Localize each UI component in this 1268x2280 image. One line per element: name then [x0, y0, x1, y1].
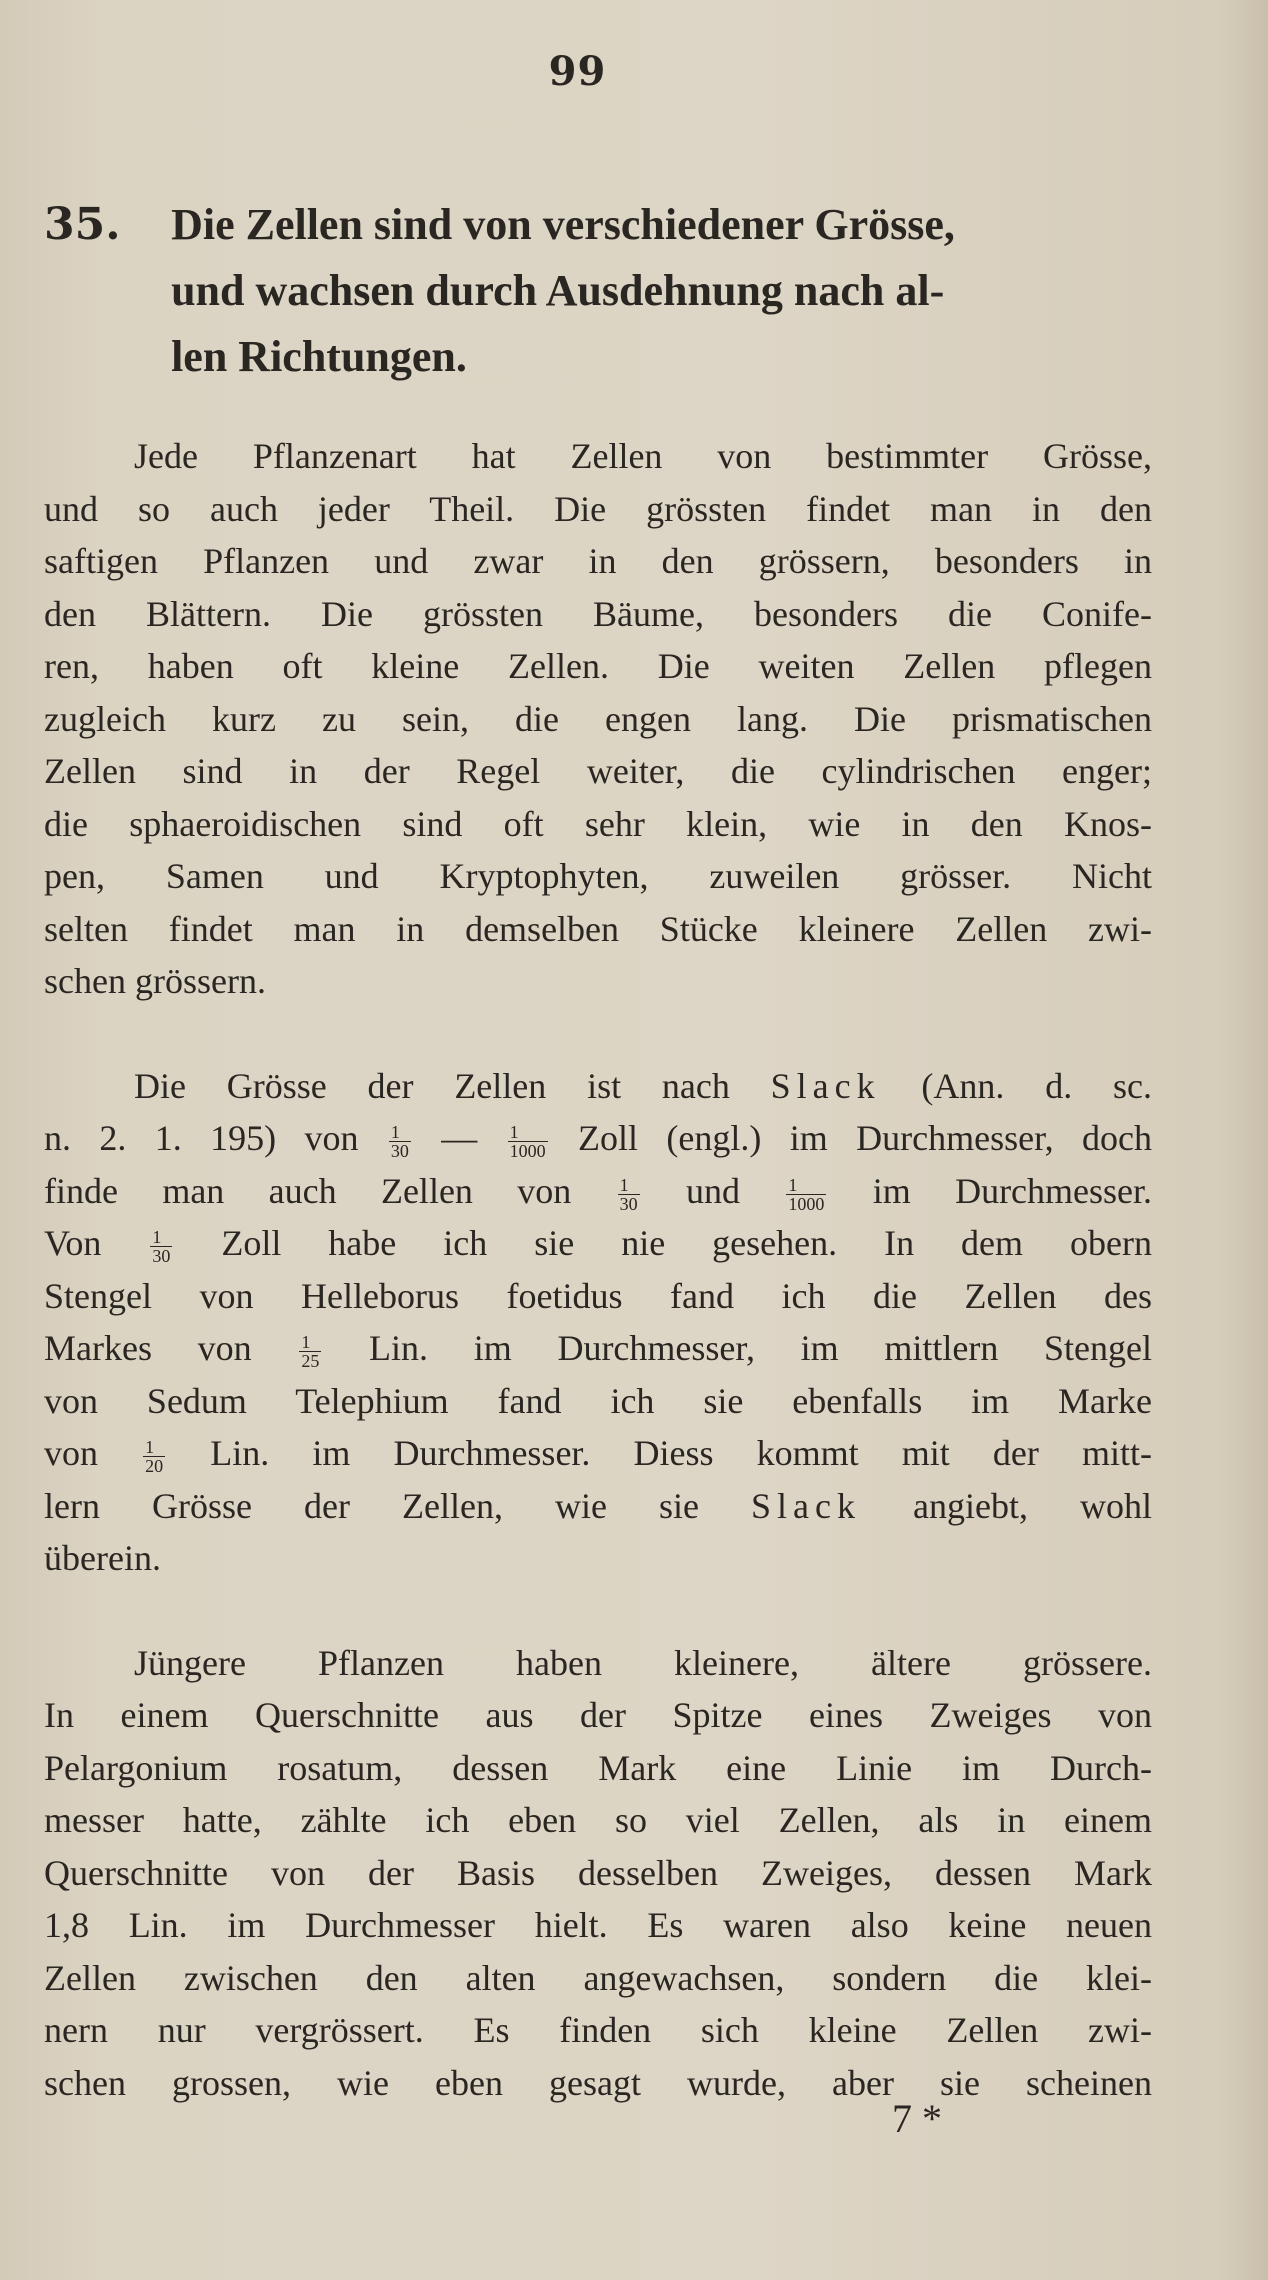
page-number: 99 — [548, 48, 607, 95]
text-run: im Durchmesser. — [828, 1170, 1153, 1211]
fraction-numerator: 1 — [618, 1176, 640, 1195]
fraction — [299, 1333, 321, 1370]
fraction-denominator: 30 — [152, 1246, 171, 1267]
text-line: nern nur vergrössert. Es finden sich kleine Zellen zwi- — [44, 2010, 1152, 2050]
text-line — [44, 1112, 1152, 1165]
text-run: Lin. im Durchmesser. Diess kommt mit der mitt- — [167, 1433, 1152, 1473]
fraction-denominator: 20 — [145, 1456, 164, 1477]
fraction — [618, 1176, 640, 1213]
text-line: Stengel von Helleborus foetidus fand ich die Zellen des — [44, 1275, 1152, 1316]
text-line: Querschnitte von der Basis desselben Zweiges, dessen Mark — [44, 1852, 1152, 1893]
fraction-denominator: 1000 — [788, 1193, 825, 1214]
text-run: — — [412, 1118, 506, 1158]
fraction-numerator: 1 — [389, 1123, 411, 1142]
section-title-line: Die Zellen sind von verschiedener Grösse, — [171, 200, 955, 249]
fraction-numerator: 1 — [786, 1176, 826, 1195]
text-run: finde man auch Zellen von — [44, 1170, 616, 1211]
section-title-line: len Richtungen. — [171, 332, 467, 381]
text-line: von Sedum Telephium fand ich sie ebenfalls im Marke — [44, 1380, 1152, 1421]
fraction-numerator: 1 — [508, 1123, 548, 1142]
fraction-numerator: 1 — [143, 1438, 165, 1457]
text-line — [44, 1217, 1152, 1270]
text-line: schen grössern. — [44, 961, 266, 1001]
text-line: zugleich kurz zu sein, die engen lang. Die prismatischen — [44, 698, 1152, 739]
fraction-numerator: 1 — [299, 1333, 321, 1352]
paragraph-2 — [44, 1060, 1152, 1585]
text-line — [44, 1480, 1152, 1533]
fraction — [143, 1438, 165, 1475]
text-run: und — [641, 1170, 785, 1211]
text-run: Lin. im Durchmesser, im mittlern Stengel — [323, 1328, 1152, 1368]
section-title-line: und wachsen durch Ausdehnung nach al- — [171, 266, 945, 315]
text-run: Zoll (engl.) im Durchmesser, doch — [549, 1118, 1152, 1158]
text-line: pen, Samen und Kryptophyten, zuweilen grösser. Nicht — [44, 856, 1152, 896]
text-line: schen grossen, wie eben gesagt wurde, aber sie scheinen — [44, 2062, 1152, 2103]
fraction-denominator: 25 — [301, 1351, 320, 1372]
signature-mark: 7 * — [892, 2096, 942, 2141]
text-run: lern Grösse der Zellen, wie sie — [44, 1485, 751, 1526]
section-number: 35. — [44, 199, 121, 250]
text-run: Von — [44, 1223, 149, 1263]
fraction — [150, 1228, 172, 1265]
text-line: Pelargonium rosatum, dessen Mark eine Linie im Durch- — [44, 1747, 1152, 1788]
paragraph-1 — [44, 430, 1152, 1008]
text-line: und so auch jeder Theil. Die grössten findet man in den — [44, 488, 1152, 529]
section-heading — [44, 192, 1144, 390]
section-title — [171, 192, 1144, 390]
author-name: Slack — [770, 1065, 881, 1106]
fraction — [389, 1123, 411, 1160]
text-line: ren, haben oft kleine Zellen. Die weiten Zellen pflegen — [44, 646, 1152, 686]
paragraph-3 — [44, 1637, 1152, 2110]
text-run: von — [44, 1433, 142, 1473]
fraction-denominator: 30 — [619, 1193, 638, 1214]
text-line: überein. — [44, 1538, 161, 1578]
text-line: Jede Pflanzenart hat Zellen von bestimmter Grösse, — [134, 436, 1152, 476]
fraction — [786, 1176, 826, 1213]
text-run: Markes von — [44, 1328, 298, 1368]
text-line: selten findet man in demselben Stücke kleinere Zellen zwi- — [44, 908, 1152, 949]
text-run: n. 2. 1. 195) von — [44, 1118, 387, 1158]
text-line: 1,8 Lin. im Durchmesser hielt. Es waren also keine neuen — [44, 1905, 1152, 1945]
text-run: Die Grösse der Zellen ist nach — [134, 1065, 771, 1106]
text-line: die sphaeroidischen sind oft sehr klein, wie in den Knos- — [44, 803, 1152, 844]
body-text — [44, 430, 1152, 2109]
fraction-numerator: 1 — [150, 1228, 172, 1247]
text-line: Jüngere Pflanzen haben kleinere, ältere grössere. — [134, 1642, 1152, 1683]
text-line — [44, 1322, 1152, 1375]
text-line: den Blättern. Die grössten Bäume, besonders die Conife- — [44, 593, 1152, 634]
text-line: messer hatte, zählte ich eben so viel Zellen, als in einem — [44, 1800, 1152, 1840]
fraction-denominator: 1000 — [509, 1141, 546, 1162]
text-run: (Ann. d. sc. — [880, 1065, 1152, 1106]
text-run: angiebt, wohl — [860, 1485, 1152, 1526]
text-line: In einem Querschnitte aus der Spitze eines Zweiges von — [44, 1695, 1152, 1735]
text-line — [44, 1165, 1152, 1218]
author-name: Slack — [751, 1485, 861, 1526]
text-run: Zoll habe ich sie nie gesehen. In dem obern — [174, 1223, 1152, 1263]
fraction — [508, 1123, 548, 1160]
fraction-denominator: 30 — [390, 1141, 409, 1162]
text-line — [44, 1060, 1152, 1113]
text-line: Zellen sind in der Regel weiter, die cylindrischen enger; — [44, 751, 1152, 791]
text-line: saftigen Pflanzen und zwar in den grössern, besonders in — [44, 541, 1152, 581]
text-line — [44, 1427, 1152, 1480]
text-line: Zellen zwischen den alten angewachsen, sondern die klei- — [44, 1957, 1152, 1998]
